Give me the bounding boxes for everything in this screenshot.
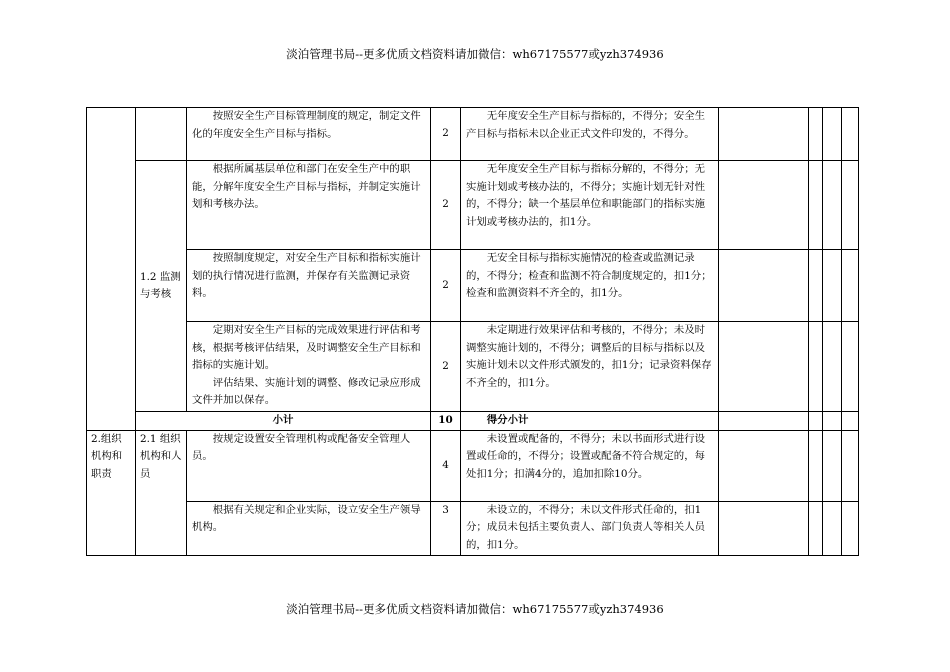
- table-row: [87, 250, 859, 322]
- blank-cell: [823, 501, 842, 555]
- score-cell: 3: [431, 501, 461, 555]
- blank-cell: [719, 108, 809, 161]
- blank-cell: [719, 430, 809, 501]
- subcategory-cell: 1.2 监测与考核: [136, 161, 187, 412]
- standard-cell: 未设立的，不得分；未以文件形式任命的，扣1分；成员未包括主要负责人、部门负责人等相关人员的，扣1分。: [461, 501, 719, 555]
- blank-cell: [809, 250, 823, 322]
- blank-cell: [809, 322, 823, 412]
- blank-cell: [823, 161, 842, 250]
- standard-cell: 无年度安全生产目标与指标的，不得分；安全生产目标与指标未以企业正式文件印发的，不得分。: [461, 108, 719, 161]
- requirement-cell: [187, 322, 431, 412]
- blank-cell: [719, 501, 809, 555]
- blank-cell: [809, 430, 823, 501]
- requirement-cell: 根据所属基层单位和部门在安全生产中的职能，分解年度安全生产目标与指标，并制定实施计划和考核办法。: [187, 161, 431, 250]
- blank-cell: [809, 501, 823, 555]
- standard-cell: 无安全目标与指标实施情况的检查或监测记录的，不得分；检查和监测不符合制度规定的，扣1分；检查和监测资料不齐全的，扣1分。: [461, 250, 719, 322]
- requirement-cell: 按规定设置安全管理机构或配备安全管理人员。: [187, 430, 431, 501]
- score-cell: 2: [431, 108, 461, 161]
- blank-cell: [809, 412, 823, 431]
- blank-cell: [842, 250, 859, 322]
- score-cell: 2: [431, 322, 461, 412]
- blank-cell: [823, 322, 842, 412]
- table-row: [87, 108, 859, 161]
- blank-cell: [719, 161, 809, 250]
- requirement-cell: 按照制度规定，对安全生产目标和指标实施计划的执行情况进行监测，并保存有关监测记录资料。: [187, 250, 431, 322]
- blank-cell: [842, 412, 859, 431]
- blank-cell: [719, 322, 809, 412]
- standard-cell: 无年度安全生产目标与指标分解的，不得分；无实施计划或考核办法的，不得分；实施计划无针对性的，不得分；缺一个基层单位和职能部门的指标实施计划或考核办法的，扣1分。: [461, 161, 719, 250]
- table-row: [87, 501, 859, 555]
- score-cell: 4: [431, 430, 461, 501]
- blank-cell: [823, 412, 842, 431]
- blank-cell: [719, 412, 809, 431]
- page-header: 淡泊管理书局--更多优质文档资料请加微信：wh67175577或yzh374936: [286, 47, 664, 61]
- blank-cell: [823, 108, 842, 161]
- blank-cell: [842, 501, 859, 555]
- subcategory-cell: [136, 108, 187, 161]
- requirement-paragraph: 评估结果、实施计划的调整、修改记录应形成文件并加以保存。: [192, 376, 421, 406]
- subtotal-row: [87, 412, 859, 431]
- blank-cell: [809, 108, 823, 161]
- blank-cell: [842, 108, 859, 161]
- blank-cell: [809, 161, 823, 250]
- table-row: [87, 322, 859, 412]
- blank-cell: [842, 430, 859, 501]
- subtotal-score-label: 得分小计: [461, 412, 719, 431]
- subtotal-label: 小计: [136, 412, 431, 431]
- subtotal-score: 10: [431, 412, 461, 431]
- requirement-cell: 按照安全生产目标管理制度的规定，制定文件化的年度安全生产目标与指标。: [187, 108, 431, 161]
- blank-cell: [719, 250, 809, 322]
- blank-cell: [842, 161, 859, 250]
- table-row: [87, 161, 859, 250]
- category-cell: 2.组织机构和职责: [87, 430, 136, 555]
- blank-cell: [842, 322, 859, 412]
- evaluation-table: [86, 107, 859, 556]
- standard-cell: 未设置或配备的，不得分；未以书面形式进行设置或任命的，不得分；设置或配备不符合规定的，每处扣1分；扣满4分的，追加扣除10分。: [461, 430, 719, 501]
- standard-cell: 未定期进行效果评估和考核的，不得分；未及时调整实施计划的，不得分；调整后的目标与指标以及实施计划未以文件形式颁发的，扣1分；记录资料保存不齐全的，扣1分。: [461, 322, 719, 412]
- blank-cell: [823, 430, 842, 501]
- page-footer: 淡泊管理书局--更多优质文档资料请加微信：wh67175577或yzh374936: [286, 602, 664, 616]
- requirement-cell: 根据有关规定和企业实际，设立安全生产领导机构。: [187, 501, 431, 555]
- table-row: [87, 430, 859, 501]
- blank-cell: [823, 250, 842, 322]
- score-cell: 2: [431, 250, 461, 322]
- category-cell: [87, 108, 136, 431]
- score-cell: 2: [431, 161, 461, 250]
- requirement-paragraph: 定期对安全生产目标的完成效果进行评估和考核，根据考核评估结果，及时调整安全生产目标和指标的实施计划。: [192, 324, 421, 371]
- subcategory-cell: 2.1 组织机构和人员: [136, 430, 187, 555]
